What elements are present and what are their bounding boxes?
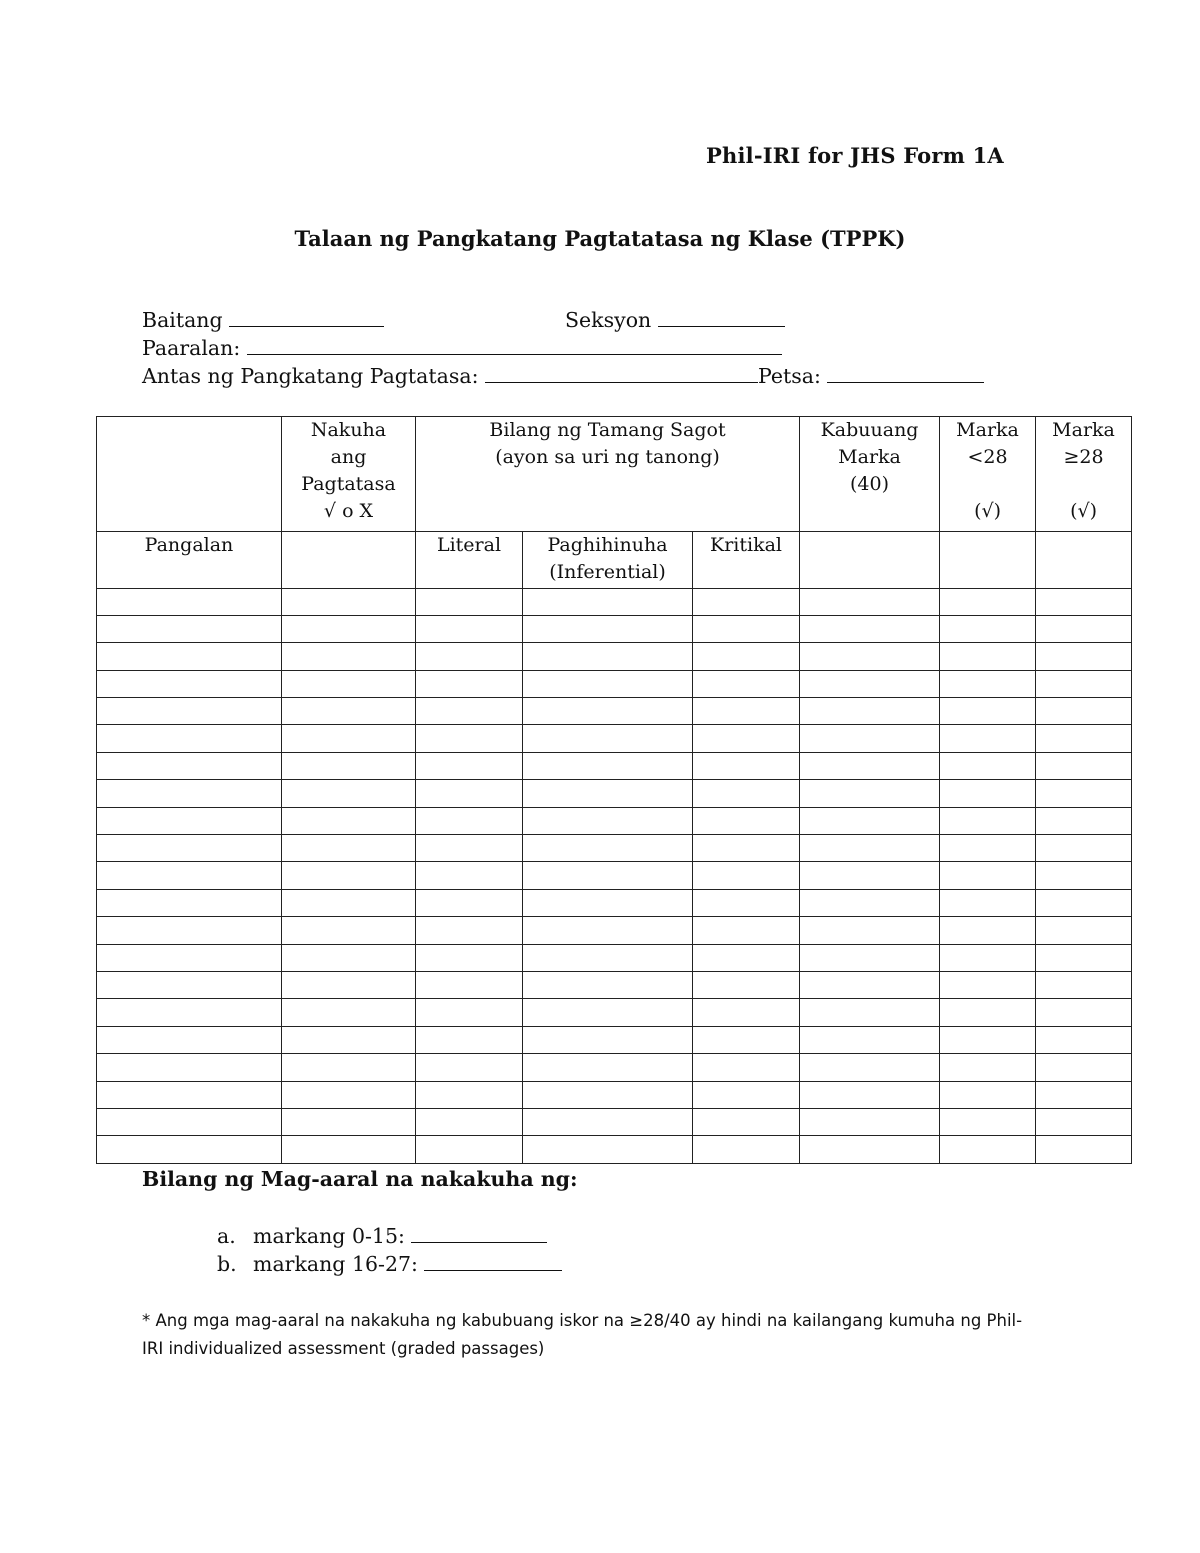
table-cell[interactable] bbox=[282, 1108, 416, 1135]
table-cell[interactable] bbox=[523, 725, 693, 752]
table-cell[interactable] bbox=[97, 588, 282, 615]
table-cell[interactable] bbox=[800, 1136, 940, 1164]
table-cell[interactable] bbox=[282, 615, 416, 642]
table-cell[interactable] bbox=[282, 698, 416, 725]
table-cell[interactable] bbox=[416, 862, 523, 889]
nakuha-line-3: Pagtatasa bbox=[301, 473, 396, 495]
table-cell[interactable] bbox=[693, 999, 800, 1026]
marka-lt-line-3: (√) bbox=[974, 500, 1001, 522]
nakuha-line-4: √ o X bbox=[323, 500, 374, 522]
table-cell[interactable] bbox=[282, 807, 416, 834]
table-cell[interactable] bbox=[1036, 917, 1132, 944]
table-cell[interactable] bbox=[1036, 835, 1132, 862]
table-cell[interactable] bbox=[416, 1054, 523, 1081]
table-cell[interactable] bbox=[800, 971, 940, 998]
table-row bbox=[97, 752, 1132, 779]
table-cell[interactable] bbox=[416, 780, 523, 807]
table-cell[interactable] bbox=[523, 999, 693, 1026]
footnote bbox=[142, 1307, 1072, 1363]
table-cell[interactable] bbox=[523, 1108, 693, 1135]
table-cell[interactable] bbox=[940, 1081, 1036, 1108]
antas-label: Antas ng Pangkatang Pagtatasa: bbox=[142, 364, 479, 388]
table-cell[interactable] bbox=[1036, 615, 1132, 642]
literal-header: Literal bbox=[416, 531, 523, 588]
table-cell[interactable] bbox=[97, 670, 282, 697]
table-cell[interactable] bbox=[800, 698, 940, 725]
antas-field bbox=[142, 364, 984, 388]
table-cell[interactable] bbox=[416, 889, 523, 916]
table-row bbox=[97, 889, 1132, 916]
table-cell[interactable] bbox=[97, 752, 282, 779]
table-cell[interactable] bbox=[97, 698, 282, 725]
table-cell[interactable] bbox=[97, 889, 282, 916]
table-row bbox=[97, 588, 1132, 615]
kritikal-header: Kritikal bbox=[693, 531, 800, 588]
table-cell[interactable] bbox=[800, 588, 940, 615]
paaralan-blank[interactable] bbox=[247, 336, 782, 355]
table-cell[interactable] bbox=[416, 1108, 523, 1135]
table-row bbox=[97, 971, 1132, 998]
marka-lt-line-2: <28 bbox=[967, 446, 1008, 468]
table-cell[interactable] bbox=[416, 1081, 523, 1108]
nakuha-line-2: ang bbox=[330, 446, 367, 468]
table-cell[interactable] bbox=[523, 862, 693, 889]
table-cell[interactable] bbox=[523, 670, 693, 697]
table-cell[interactable] bbox=[282, 971, 416, 998]
table-cell[interactable] bbox=[282, 1081, 416, 1108]
table-row bbox=[97, 698, 1132, 725]
table-cell[interactable] bbox=[523, 1136, 693, 1164]
marka-ge-line-2: ≥28 bbox=[1063, 446, 1104, 468]
table-cell[interactable] bbox=[940, 643, 1036, 670]
antas-blank[interactable] bbox=[485, 364, 758, 383]
table-cell[interactable] bbox=[97, 725, 282, 752]
table-cell[interactable] bbox=[800, 999, 940, 1026]
table-cell[interactable] bbox=[693, 615, 800, 642]
table-cell[interactable] bbox=[940, 780, 1036, 807]
item-a-blank[interactable] bbox=[411, 1224, 547, 1243]
table-cell[interactable] bbox=[800, 725, 940, 752]
table-cell[interactable] bbox=[416, 1136, 523, 1164]
table-cell[interactable] bbox=[97, 1054, 282, 1081]
table-cell[interactable] bbox=[1036, 1026, 1132, 1053]
table-cell[interactable] bbox=[940, 725, 1036, 752]
table-cell[interactable] bbox=[800, 944, 940, 971]
kabuuang-line-1: Kabuuang bbox=[820, 419, 919, 441]
table-cell[interactable] bbox=[1036, 999, 1132, 1026]
table-cell[interactable] bbox=[940, 752, 1036, 779]
table-cell[interactable] bbox=[800, 780, 940, 807]
table-cell[interactable] bbox=[693, 1054, 800, 1081]
table-cell[interactable] bbox=[693, 780, 800, 807]
marka-ge-line-1: Marka bbox=[1052, 419, 1115, 441]
paaralan-field bbox=[142, 336, 782, 360]
table-cell[interactable] bbox=[97, 862, 282, 889]
table-row bbox=[97, 670, 1132, 697]
table-cell[interactable] bbox=[416, 971, 523, 998]
table-cell[interactable] bbox=[97, 643, 282, 670]
table-cell[interactable] bbox=[1036, 889, 1132, 916]
table-cell[interactable] bbox=[693, 752, 800, 779]
table-cell[interactable] bbox=[800, 807, 940, 834]
nakuha-header bbox=[282, 417, 416, 532]
table-cell[interactable] bbox=[693, 917, 800, 944]
table-cell[interactable] bbox=[693, 1026, 800, 1053]
table-cell[interactable] bbox=[1036, 1054, 1132, 1081]
tppk-table bbox=[96, 416, 1132, 1164]
blank-header-cell bbox=[97, 417, 282, 532]
form-id: Phil-IRI for JHS Form 1A bbox=[706, 143, 1004, 168]
item-a-label: markang 0-15: bbox=[253, 1224, 405, 1248]
table-cell[interactable] bbox=[693, 670, 800, 697]
table-cell[interactable] bbox=[523, 615, 693, 642]
table-row bbox=[97, 917, 1132, 944]
petsa-blank[interactable] bbox=[827, 364, 984, 383]
table-cell[interactable] bbox=[416, 615, 523, 642]
table-row bbox=[97, 1054, 1132, 1081]
table-cell[interactable] bbox=[800, 670, 940, 697]
table-row bbox=[97, 862, 1132, 889]
table-cell[interactable] bbox=[416, 670, 523, 697]
paghihinuha-header bbox=[523, 531, 693, 588]
table-cell[interactable] bbox=[97, 1026, 282, 1053]
table-cell[interactable] bbox=[800, 615, 940, 642]
table-cell[interactable] bbox=[416, 698, 523, 725]
table-cell[interactable] bbox=[97, 971, 282, 998]
nakuha-subcell bbox=[282, 531, 416, 588]
data-rows bbox=[97, 588, 1132, 1163]
table-cell[interactable] bbox=[97, 615, 282, 642]
summary-title: Bilang ng Mag-aaral na nakakuha ng: bbox=[142, 1167, 578, 1191]
kabuuang-line-3: (40) bbox=[850, 473, 890, 495]
table-cell[interactable] bbox=[97, 780, 282, 807]
table-cell[interactable] bbox=[800, 1054, 940, 1081]
marka-lt-line-1: Marka bbox=[956, 419, 1019, 441]
table-cell[interactable] bbox=[940, 889, 1036, 916]
table-cell[interactable] bbox=[800, 643, 940, 670]
table-cell[interactable] bbox=[940, 917, 1036, 944]
bilang-line-1: Bilang ng Tamang Sagot bbox=[489, 419, 726, 441]
table-cell[interactable] bbox=[940, 588, 1036, 615]
table-cell[interactable] bbox=[97, 807, 282, 834]
table-cell[interactable] bbox=[1036, 698, 1132, 725]
header-row-2 bbox=[97, 531, 1132, 588]
table-cell[interactable] bbox=[940, 862, 1036, 889]
table-cell[interactable] bbox=[282, 752, 416, 779]
table-cell[interactable] bbox=[523, 1081, 693, 1108]
table-cell[interactable] bbox=[523, 835, 693, 862]
table-cell[interactable] bbox=[97, 835, 282, 862]
table-cell[interactable] bbox=[523, 1054, 693, 1081]
pangalan-header: Pangalan bbox=[97, 531, 282, 588]
table-cell[interactable] bbox=[416, 752, 523, 779]
table-cell[interactable] bbox=[940, 615, 1036, 642]
table-cell[interactable] bbox=[940, 971, 1036, 998]
table-cell[interactable] bbox=[1036, 643, 1132, 670]
marka-lt-header bbox=[940, 417, 1036, 532]
table-row bbox=[97, 1136, 1132, 1164]
table-cell[interactable] bbox=[282, 1026, 416, 1053]
marka-lt-subcell bbox=[940, 531, 1036, 588]
table-cell[interactable] bbox=[282, 643, 416, 670]
table-row bbox=[97, 999, 1132, 1026]
table-cell[interactable] bbox=[693, 588, 800, 615]
baitang-blank[interactable] bbox=[229, 308, 384, 327]
summary-item-b bbox=[217, 1252, 562, 1276]
table-cell[interactable] bbox=[1036, 1136, 1132, 1164]
table-cell[interactable] bbox=[800, 1026, 940, 1053]
table-cell[interactable] bbox=[523, 643, 693, 670]
table-row bbox=[97, 725, 1132, 752]
table-cell[interactable] bbox=[1036, 862, 1132, 889]
footnote-line-1: * Ang mga mag-aaral na nakakuha ng kabubuang iskor na ≥28/40 ay hindi na kailangang kumuha ng Phil- bbox=[142, 1311, 1023, 1330]
header-row-1 bbox=[97, 417, 1132, 532]
table-cell[interactable] bbox=[693, 862, 800, 889]
petsa-label: Petsa: bbox=[758, 364, 821, 388]
table-row bbox=[97, 807, 1132, 834]
table-cell[interactable] bbox=[97, 917, 282, 944]
table-cell[interactable] bbox=[282, 780, 416, 807]
table-cell[interactable] bbox=[1036, 971, 1132, 998]
table-cell[interactable] bbox=[97, 999, 282, 1026]
table-cell[interactable] bbox=[940, 1054, 1036, 1081]
table-cell[interactable] bbox=[1036, 944, 1132, 971]
table-cell[interactable] bbox=[416, 999, 523, 1026]
table-cell[interactable] bbox=[940, 670, 1036, 697]
table-cell[interactable] bbox=[800, 752, 940, 779]
table-cell[interactable] bbox=[282, 1136, 416, 1164]
table-cell[interactable] bbox=[1036, 588, 1132, 615]
table-row bbox=[97, 615, 1132, 642]
table-cell[interactable] bbox=[693, 1136, 800, 1164]
table-cell[interactable] bbox=[282, 862, 416, 889]
table-cell[interactable] bbox=[282, 670, 416, 697]
kabuuang-line-2: Marka bbox=[838, 446, 901, 468]
table-cell[interactable] bbox=[940, 835, 1036, 862]
table-cell[interactable] bbox=[523, 917, 693, 944]
table-cell[interactable] bbox=[693, 889, 800, 916]
item-b-marker: b. bbox=[217, 1252, 237, 1276]
table-cell[interactable] bbox=[523, 752, 693, 779]
table-cell[interactable] bbox=[523, 971, 693, 998]
paghihinuha-line-1: Paghihinuha bbox=[547, 533, 668, 556]
item-b-blank[interactable] bbox=[424, 1252, 562, 1271]
table-cell[interactable] bbox=[416, 725, 523, 752]
marka-ge-line-3: (√) bbox=[1070, 500, 1097, 522]
table-cell[interactable] bbox=[693, 971, 800, 998]
table-row bbox=[97, 1026, 1132, 1053]
table-cell[interactable] bbox=[1036, 1081, 1132, 1108]
table-row bbox=[97, 1081, 1132, 1108]
table-cell[interactable] bbox=[800, 889, 940, 916]
table-cell[interactable] bbox=[800, 1081, 940, 1108]
table-cell[interactable] bbox=[1036, 780, 1132, 807]
table-row bbox=[97, 1108, 1132, 1135]
table-cell[interactable] bbox=[523, 588, 693, 615]
table-cell[interactable] bbox=[416, 588, 523, 615]
table-cell[interactable] bbox=[693, 698, 800, 725]
seksyon-label: Seksyon bbox=[565, 308, 652, 332]
table-cell[interactable] bbox=[416, 807, 523, 834]
table-cell[interactable] bbox=[416, 835, 523, 862]
table-cell[interactable] bbox=[693, 725, 800, 752]
table-row bbox=[97, 643, 1132, 670]
table-cell[interactable] bbox=[523, 889, 693, 916]
table-cell[interactable] bbox=[1036, 807, 1132, 834]
table-cell[interactable] bbox=[1036, 752, 1132, 779]
table-cell[interactable] bbox=[800, 862, 940, 889]
bilang-header bbox=[416, 417, 800, 532]
item-a-marker: a. bbox=[217, 1224, 236, 1248]
table-cell[interactable] bbox=[940, 999, 1036, 1026]
summary-item-a bbox=[217, 1224, 547, 1248]
table-cell[interactable] bbox=[523, 1026, 693, 1053]
table-cell[interactable] bbox=[693, 835, 800, 862]
table-cell[interactable] bbox=[523, 780, 693, 807]
table-cell[interactable] bbox=[523, 807, 693, 834]
table-cell[interactable] bbox=[523, 944, 693, 971]
table-cell[interactable] bbox=[1036, 725, 1132, 752]
table-cell[interactable] bbox=[97, 1136, 282, 1164]
paaralan-label: Paaralan: bbox=[142, 336, 241, 360]
table-cell[interactable] bbox=[940, 944, 1036, 971]
item-b-label: markang 16-27: bbox=[253, 1252, 418, 1276]
table-cell[interactable] bbox=[693, 807, 800, 834]
table-cell[interactable] bbox=[282, 944, 416, 971]
table-cell[interactable] bbox=[940, 698, 1036, 725]
table-cell[interactable] bbox=[693, 944, 800, 971]
marka-ge-subcell bbox=[1036, 531, 1132, 588]
table-row bbox=[97, 835, 1132, 862]
table-cell[interactable] bbox=[282, 1054, 416, 1081]
kabuuang-subcell bbox=[800, 531, 940, 588]
table-cell[interactable] bbox=[1036, 670, 1132, 697]
table-row bbox=[97, 944, 1132, 971]
table-cell[interactable] bbox=[940, 1026, 1036, 1053]
table-cell[interactable] bbox=[282, 588, 416, 615]
table-cell[interactable] bbox=[940, 1108, 1036, 1135]
table-cell[interactable] bbox=[416, 1026, 523, 1053]
table-cell[interactable] bbox=[97, 1108, 282, 1135]
paghihinuha-line-2: (Inferential) bbox=[549, 560, 666, 583]
marka-ge-header bbox=[1036, 417, 1132, 532]
table-cell[interactable] bbox=[800, 917, 940, 944]
baitang-label: Baitang bbox=[142, 308, 223, 332]
table-cell[interactable] bbox=[940, 807, 1036, 834]
table-cell[interactable] bbox=[97, 944, 282, 971]
table-cell[interactable] bbox=[693, 1108, 800, 1135]
table-cell[interactable] bbox=[282, 889, 416, 916]
table-cell[interactable] bbox=[1036, 1108, 1132, 1135]
footnote-line-2: IRI individualized assessment (graded passages) bbox=[142, 1339, 545, 1358]
table-cell[interactable] bbox=[282, 999, 416, 1026]
bilang-line-2: (ayon sa uri ng tanong) bbox=[495, 446, 720, 468]
table-cell[interactable] bbox=[282, 725, 416, 752]
page-title: Talaan ng Pangkatang Pagtatatasa ng Klase (TPPK) bbox=[294, 226, 906, 251]
table-cell[interactable] bbox=[282, 835, 416, 862]
table-cell[interactable] bbox=[282, 917, 416, 944]
table-cell[interactable] bbox=[416, 944, 523, 971]
table-cell[interactable] bbox=[416, 917, 523, 944]
table-cell[interactable] bbox=[693, 1081, 800, 1108]
nakuha-line-1: Nakuha bbox=[310, 419, 387, 441]
table-cell[interactable] bbox=[800, 835, 940, 862]
table-cell[interactable] bbox=[523, 698, 693, 725]
table-cell[interactable] bbox=[416, 643, 523, 670]
seksyon-field bbox=[565, 308, 785, 332]
table-cell[interactable] bbox=[97, 1081, 282, 1108]
table-cell[interactable] bbox=[800, 1108, 940, 1135]
table-row bbox=[97, 780, 1132, 807]
table-cell[interactable] bbox=[940, 1136, 1036, 1164]
seksyon-blank[interactable] bbox=[658, 308, 785, 327]
baitang-field bbox=[142, 308, 384, 332]
kabuuang-header bbox=[800, 417, 940, 532]
table-cell[interactable] bbox=[693, 643, 800, 670]
